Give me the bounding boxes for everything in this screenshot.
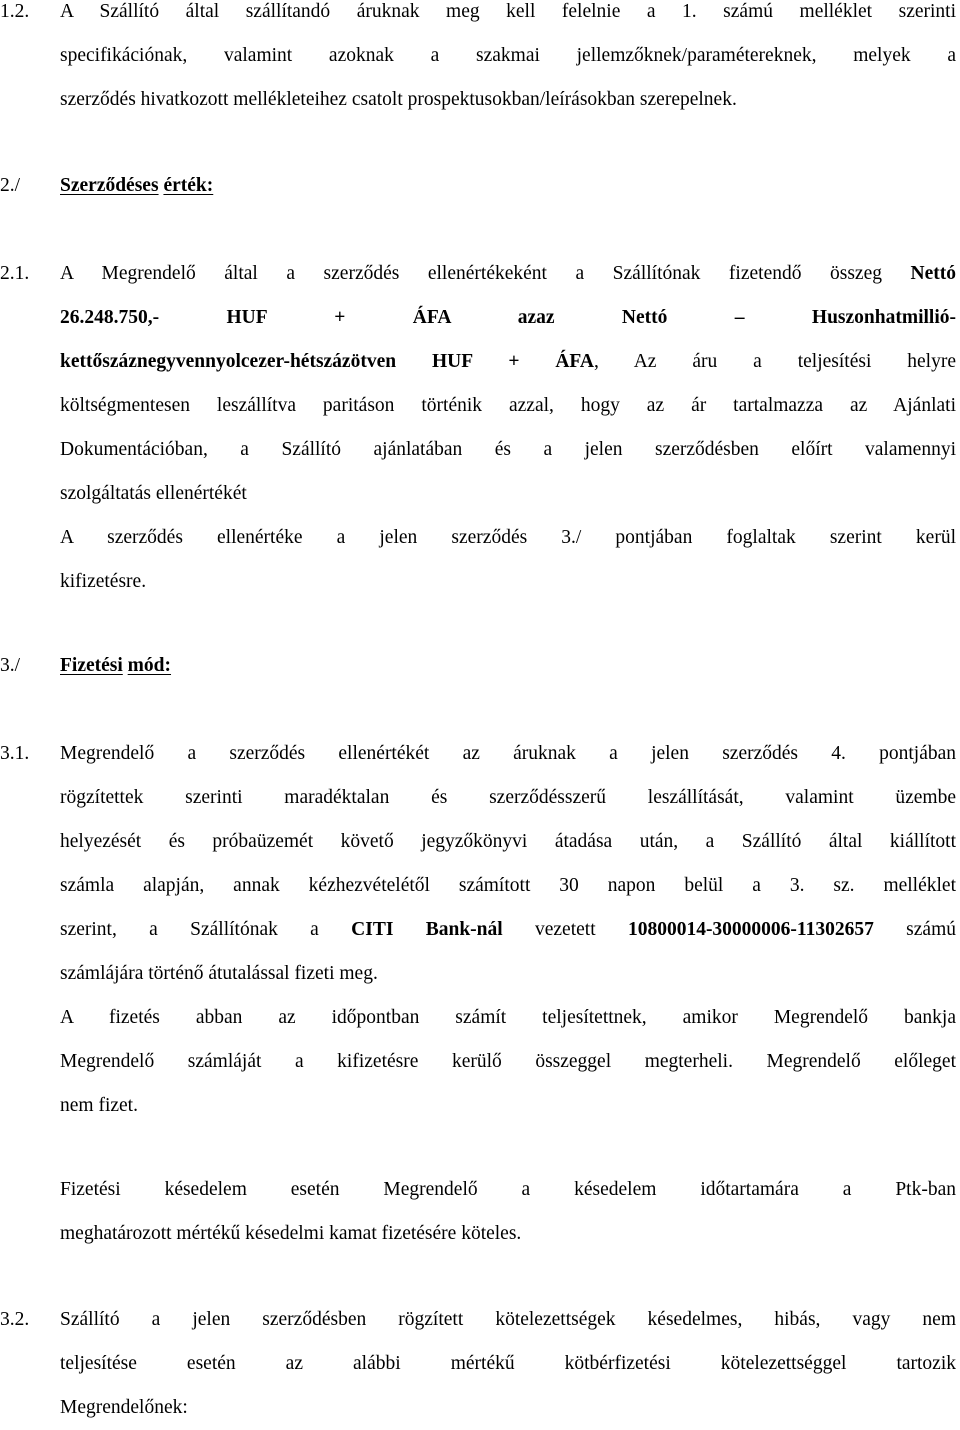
text-line: rögzítettek szerinti maradéktalan és szerződésszerű leszállítását, valamint üzembe <box>60 787 956 808</box>
text-line: Megrendelő számláját a kifizetésre kerülő összeggel megterheli. Megrendelő előleget <box>60 1051 956 1072</box>
text-line <box>60 908 956 952</box>
section-number: 3.1. <box>0 743 30 764</box>
text-line: szerződés hivatkozott mellékleteihez csatolt prospektusokban/leírásokban szerepelnek. <box>60 89 737 110</box>
text-run: A Megrendelő által a szerződés ellenértékeként a Szállítónak fizetendő összeg <box>60 263 911 284</box>
heading-word: érték: <box>163 175 214 196</box>
text-run: vezetett <box>502 919 628 940</box>
heading-title <box>60 644 958 688</box>
text-line: helyezését és próbaüzemét követő jegyzőkönyvi átadása után, a Szállító által kiállított <box>60 831 956 852</box>
text-line: teljesítése esetén az alábbi mértékű kötbérfizetési kötelezettséggel tartozik <box>60 1353 956 1374</box>
text-run: számú <box>873 919 956 940</box>
text-line: számla alapján, annak kézhezvételétől számított 30 napon belül a 3. sz. melléklet <box>60 875 956 896</box>
heading-number: 2./ <box>0 175 21 196</box>
text-line: kifizetésre. <box>60 571 147 592</box>
bold-run: Nettó <box>910 263 956 284</box>
text-line: A fizetés abban az időpontban számít teljesítettnek, amikor Megrendelő bankja <box>60 1007 956 1028</box>
text-line <box>60 340 956 384</box>
text-run: , Az áru a teljesítési helyre <box>593 351 956 372</box>
section-2-1 <box>0 252 958 604</box>
heading-word: Szerződéses <box>60 175 159 196</box>
section-text <box>60 732 956 1128</box>
section-3-2 <box>0 1298 958 1430</box>
heading-word: Fizetési <box>60 655 123 676</box>
text-line: szolgáltatás ellenértékét <box>60 483 247 504</box>
text-line: A Szállító által szállítandó áruknak meg kell felelnie a 1. számú melléklet szerinti <box>60 1 956 22</box>
text-line: specifikációnak, valamint azoknak a szakmai jellemzőknek/paramétereknek, melyek a <box>60 45 956 66</box>
paragraph-text <box>60 1168 956 1256</box>
text-run: szerint, a Szállítónak a <box>60 919 352 940</box>
section-number: 2.1. <box>0 263 30 284</box>
heading-3 <box>0 644 958 688</box>
section-number: 3.2. <box>0 1309 30 1330</box>
heading-number: 3./ <box>0 655 21 676</box>
text-line: meghatározott mértékű késedelmi kamat fizetésére köteles. <box>60 1223 522 1244</box>
text-line: Megrendelőnek: <box>60 1397 188 1418</box>
section-text <box>60 252 956 604</box>
text-line: nem fizet. <box>60 1095 138 1116</box>
section-number: 1.2. <box>0 1 30 22</box>
section-text <box>60 0 956 122</box>
text-line: Dokumentációban, a Szállító ajánlatában és a jelen szerződésben előírt valamennyi <box>60 439 956 460</box>
heading-word: mód: <box>127 655 172 676</box>
text-line: Fizetési késedelem esetén Megrendelő a késedelem időtartamára a Ptk-ban <box>60 1179 956 1200</box>
bold-run: kettőszáznegyvennyolcezer-hétszázötven HUF + ÁFA <box>60 351 594 372</box>
late-payment-paragraph <box>0 1168 958 1256</box>
bank-name: CITI Bank-nál <box>351 919 503 940</box>
text-line: A szerződés ellenértéke a jelen szerződés 3./ pontjában foglaltak szerint kerül <box>60 527 956 548</box>
text-line: költségmentesen leszállítva paritáson történik azzal, hogy az ár tartalmazza az Ajánlati <box>60 395 956 416</box>
text-line: Szállító a jelen szerződésben rögzített kötelezettségek késedelmes, hibás, vagy nem <box>60 1309 956 1330</box>
bold-run: 26.248.750,- HUF + ÁFA azaz Nettó – Huszonhatmillió- <box>60 307 956 328</box>
account-number: 10800014-30000006-11302657 <box>627 919 874 940</box>
section-3-1 <box>0 732 958 1128</box>
text-line <box>60 252 956 296</box>
text-line <box>60 296 956 340</box>
section-1-2 <box>0 0 958 122</box>
text-line: Megrendelő a szerződés ellenértékét az áruknak a jelen szerződés 4. pontjában <box>60 743 956 764</box>
section-text <box>60 1298 956 1430</box>
text-line: számlájára történő átutalással fizeti meg. <box>60 963 378 984</box>
heading-2 <box>0 164 958 208</box>
heading-title <box>60 164 958 208</box>
